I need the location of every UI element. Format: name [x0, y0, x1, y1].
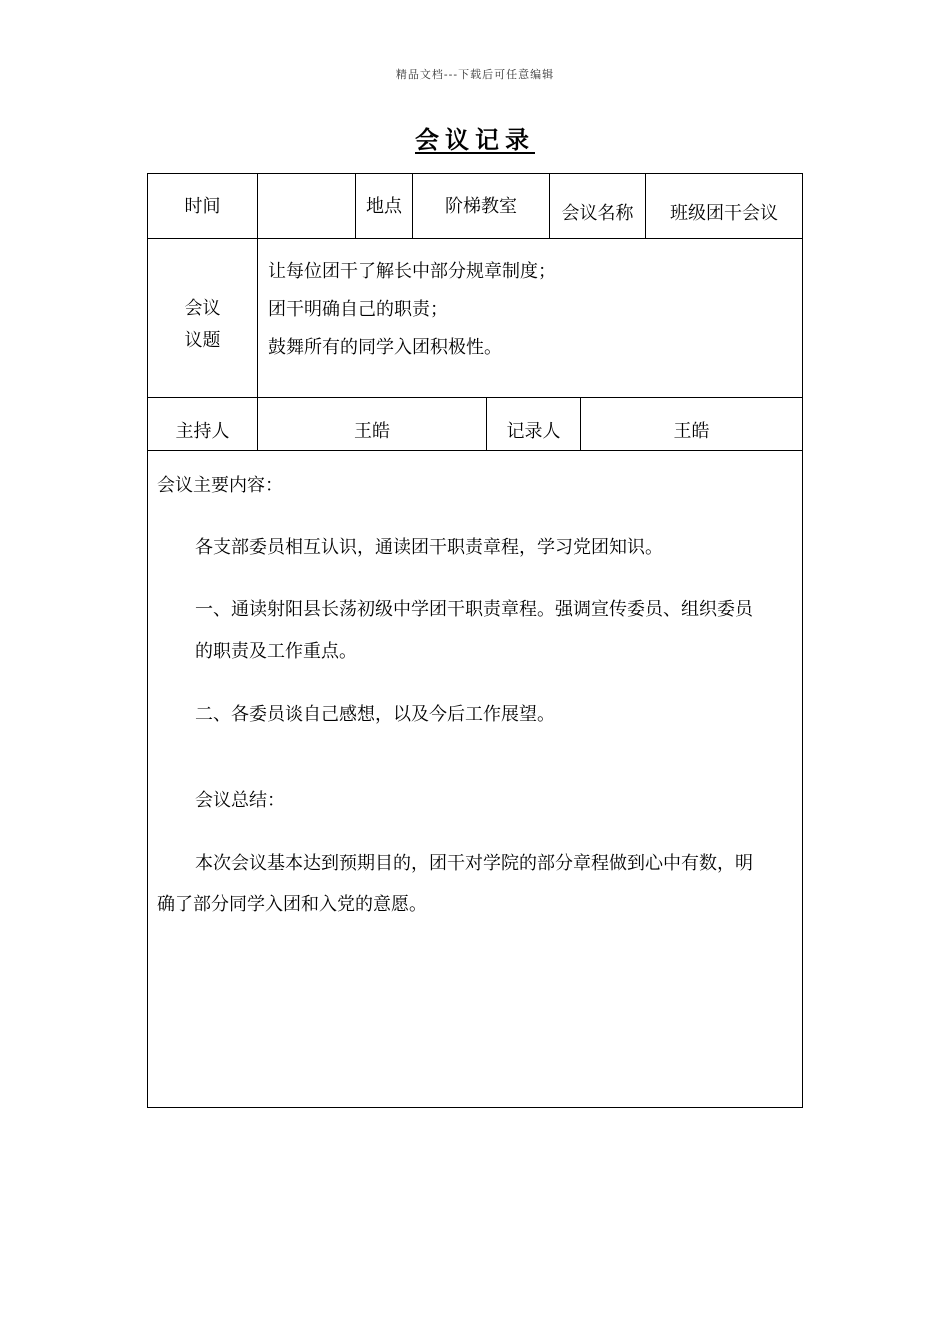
content-heading: 会议主要内容：: [157, 475, 283, 496]
topic-item: 团干明确自己的职责；: [268, 299, 448, 320]
topic-label-line2: 议题: [184, 330, 221, 351]
recorder-label: 记录人: [506, 421, 561, 442]
meeting-name-label: 会议名称: [561, 203, 634, 224]
content-item1-line1: 一、通读射阳县长荡初级中学团干职责章程。强调宣传委员、组织委员: [195, 599, 753, 620]
time-label: 时间: [184, 196, 221, 217]
topics-list: [268, 260, 556, 374]
topic-item: 鼓舞所有的同学入团积极性。: [268, 337, 502, 358]
summary-heading: 会议总结：: [195, 790, 285, 811]
topic-item: 让每位团干了解长中部分规章制度；: [268, 261, 556, 282]
header-note: 精品文档---下载后可任意编辑: [395, 68, 555, 81]
host-label: 主持人: [175, 421, 230, 442]
row-divider: [148, 397, 802, 398]
content-item2: 二、各委员谈自己感想，以及今后工作展望。: [195, 704, 555, 725]
recorder-value[interactable]: 王皓: [673, 421, 710, 442]
column-divider: [257, 174, 258, 450]
content-item1-line2: 的职责及工作重点。: [195, 641, 357, 662]
place-value[interactable]: 阶梯教室: [445, 196, 517, 217]
content-intro: 各支部委员相互认识，通读团干职责章程，学习党团知识。: [195, 537, 663, 558]
document-title-text: 会议记录: [415, 125, 535, 154]
row-divider: [148, 238, 802, 239]
topic-label-line1: 会议: [184, 298, 221, 319]
place-label: 地点: [366, 196, 402, 217]
host-value[interactable]: 王皓: [354, 421, 390, 442]
row-divider: [148, 450, 802, 451]
meeting-name-value[interactable]: 班级团干会议: [670, 203, 778, 224]
summary-line2: 确了部分同学入团和入党的意愿。: [157, 894, 427, 915]
summary-line1: 本次会议基本达到预期目的，团干对学院的部分章程做到心中有数，明: [195, 853, 753, 874]
meeting-record-form: [147, 173, 803, 1108]
document-title: [0, 120, 950, 155]
